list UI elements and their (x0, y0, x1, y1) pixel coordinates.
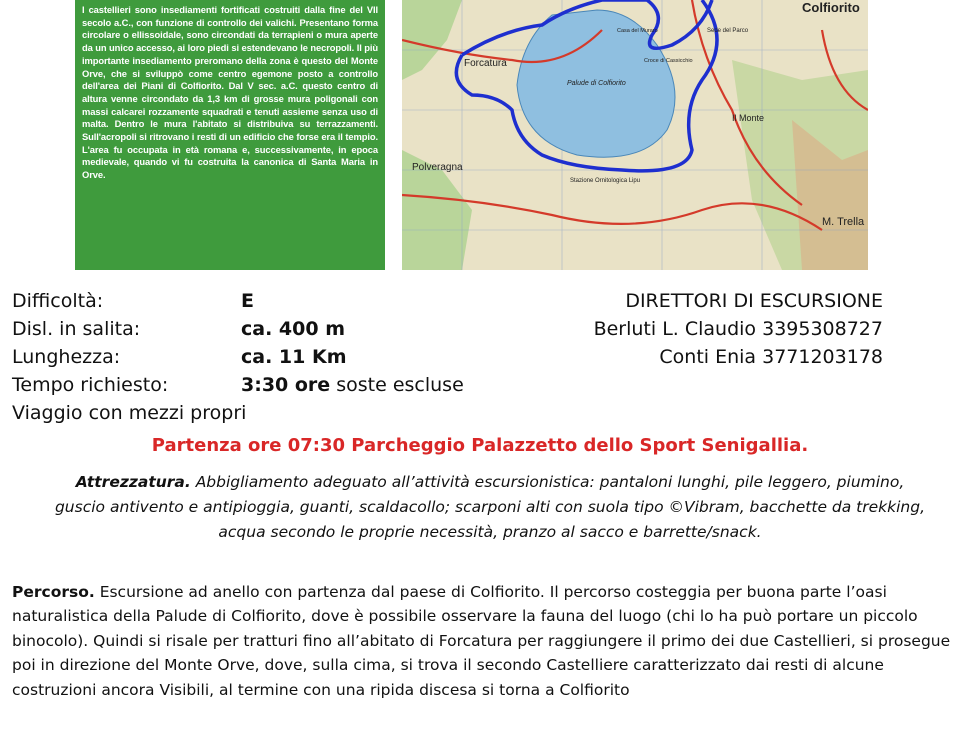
route-label: Percorso. (12, 583, 95, 601)
label-stazione: Stazione Ornitologica Lipu (570, 178, 641, 184)
label-trella: M. Trella (822, 216, 865, 228)
director-name: Conti Enia 3771203178 (659, 346, 883, 368)
time-label: Tempo richiesto: (12, 374, 169, 396)
length-value: ca. 11 Km (241, 346, 347, 368)
map-graphic (402, 0, 868, 270)
difficulty-label: Difficoltà: (12, 290, 104, 312)
history-panel (75, 0, 385, 270)
route-section (12, 580, 952, 702)
directors-block (594, 287, 883, 371)
length-label: Lunghezza: (12, 346, 121, 368)
label-monte: Il Monte (732, 113, 765, 123)
departure-info: Partenza ore 07:30 Parcheggio Palazzetto dello Sport Senigallia. (151, 435, 809, 456)
label-polveragna: Polveragna (412, 162, 463, 173)
label-croce: Croce di Cassicchio (644, 58, 693, 64)
time-value: 3:30 ore (241, 374, 331, 396)
ascent-value: ca. 400 m (241, 318, 345, 340)
director-name: Berluti L. Claudio 3395308727 (593, 318, 883, 340)
header-images (0, 0, 960, 270)
route-text: Escursione ad anello con partenza dal paese di Colfiorito. Il percorso costeggia per buona parte l’oasi naturalistica della Palude di Colfiorito, dove è possibile osservare la fauna del luogo (chi lo ha può portare un piccolo binocolo). Quindi si risale per tratturi fino all’abitato di Forcatura per raggiungere il primo dei due Castellieri, si prosegue poi in direzione del Monte Orve, dove, sulla cima, si trova il secondo Castelliere caratterizzato dai resti di alcune costruzioni ancora Visibili, al termine con una ripida discesa si torna a Colfiorito (12, 583, 951, 699)
label-sede-parco: Sede del Parco (707, 28, 749, 34)
label-forcatura: Forcatura (464, 58, 507, 69)
difficulty-value: E (241, 290, 254, 312)
history-text: I castellieri sono insediamenti fortificati costruiti dalla fine del VII secolo a.C., con funzione di controllo dei valichi. Presentano forma circolare o ellissoidale, sono circondati da terrapieni o mura aperte da un unico accesso, ai loro piedi si estendevano le necropoli. Il più importante insediamento preromano della zona è questo del Monte Orve, che si sviluppò come centro egemone posto a controllo dell'area dei Piani di Colfiorito. Dal V sec. a.C. questo centro di altura venne circondato da 1,3 km di grosse mura poligonali con massi calcarei rozzamente squadrati e tenuti assieme senza uso di malta. Dentro le mura l'abitato si distribuiva su terrazzamenti. Sull'acropoli si ritrovano i resti di un edificio che forse era il tempio. L'area fu occupata in età romana e, successivamente, in epoca medievale, quando vi fu costruita la canonica di Santa Maria in Orve. (82, 4, 378, 181)
label-casa: Casa del Muraro (617, 28, 658, 34)
label-palude: Palude di Colfiorito (567, 80, 626, 87)
time-note: soste escluse (330, 374, 464, 396)
travel-text: Viaggio con mezzi propri (12, 402, 247, 424)
label-colfiorito: Colfiorito (802, 0, 860, 15)
route-map (402, 0, 868, 270)
equipment-label: Attrezzatura. (75, 473, 191, 491)
directors-heading: DIRETTORI DI ESCURSIONE (625, 290, 883, 312)
equipment-text: Abbigliamento adeguato all’attività escursionistica: pantaloni lunghi, pile leggero, piumino, guscio antivento e antipioggia, guanti, scaldacollo; scarponi alti con suola tipo ©Vibram, bacchette da trekking, acqua secondo le proprie necessità, pranzo al sacco e barrette/snack. (54, 473, 926, 541)
equipment-section (50, 470, 930, 545)
ascent-label: Disl. in salita: (12, 318, 141, 340)
